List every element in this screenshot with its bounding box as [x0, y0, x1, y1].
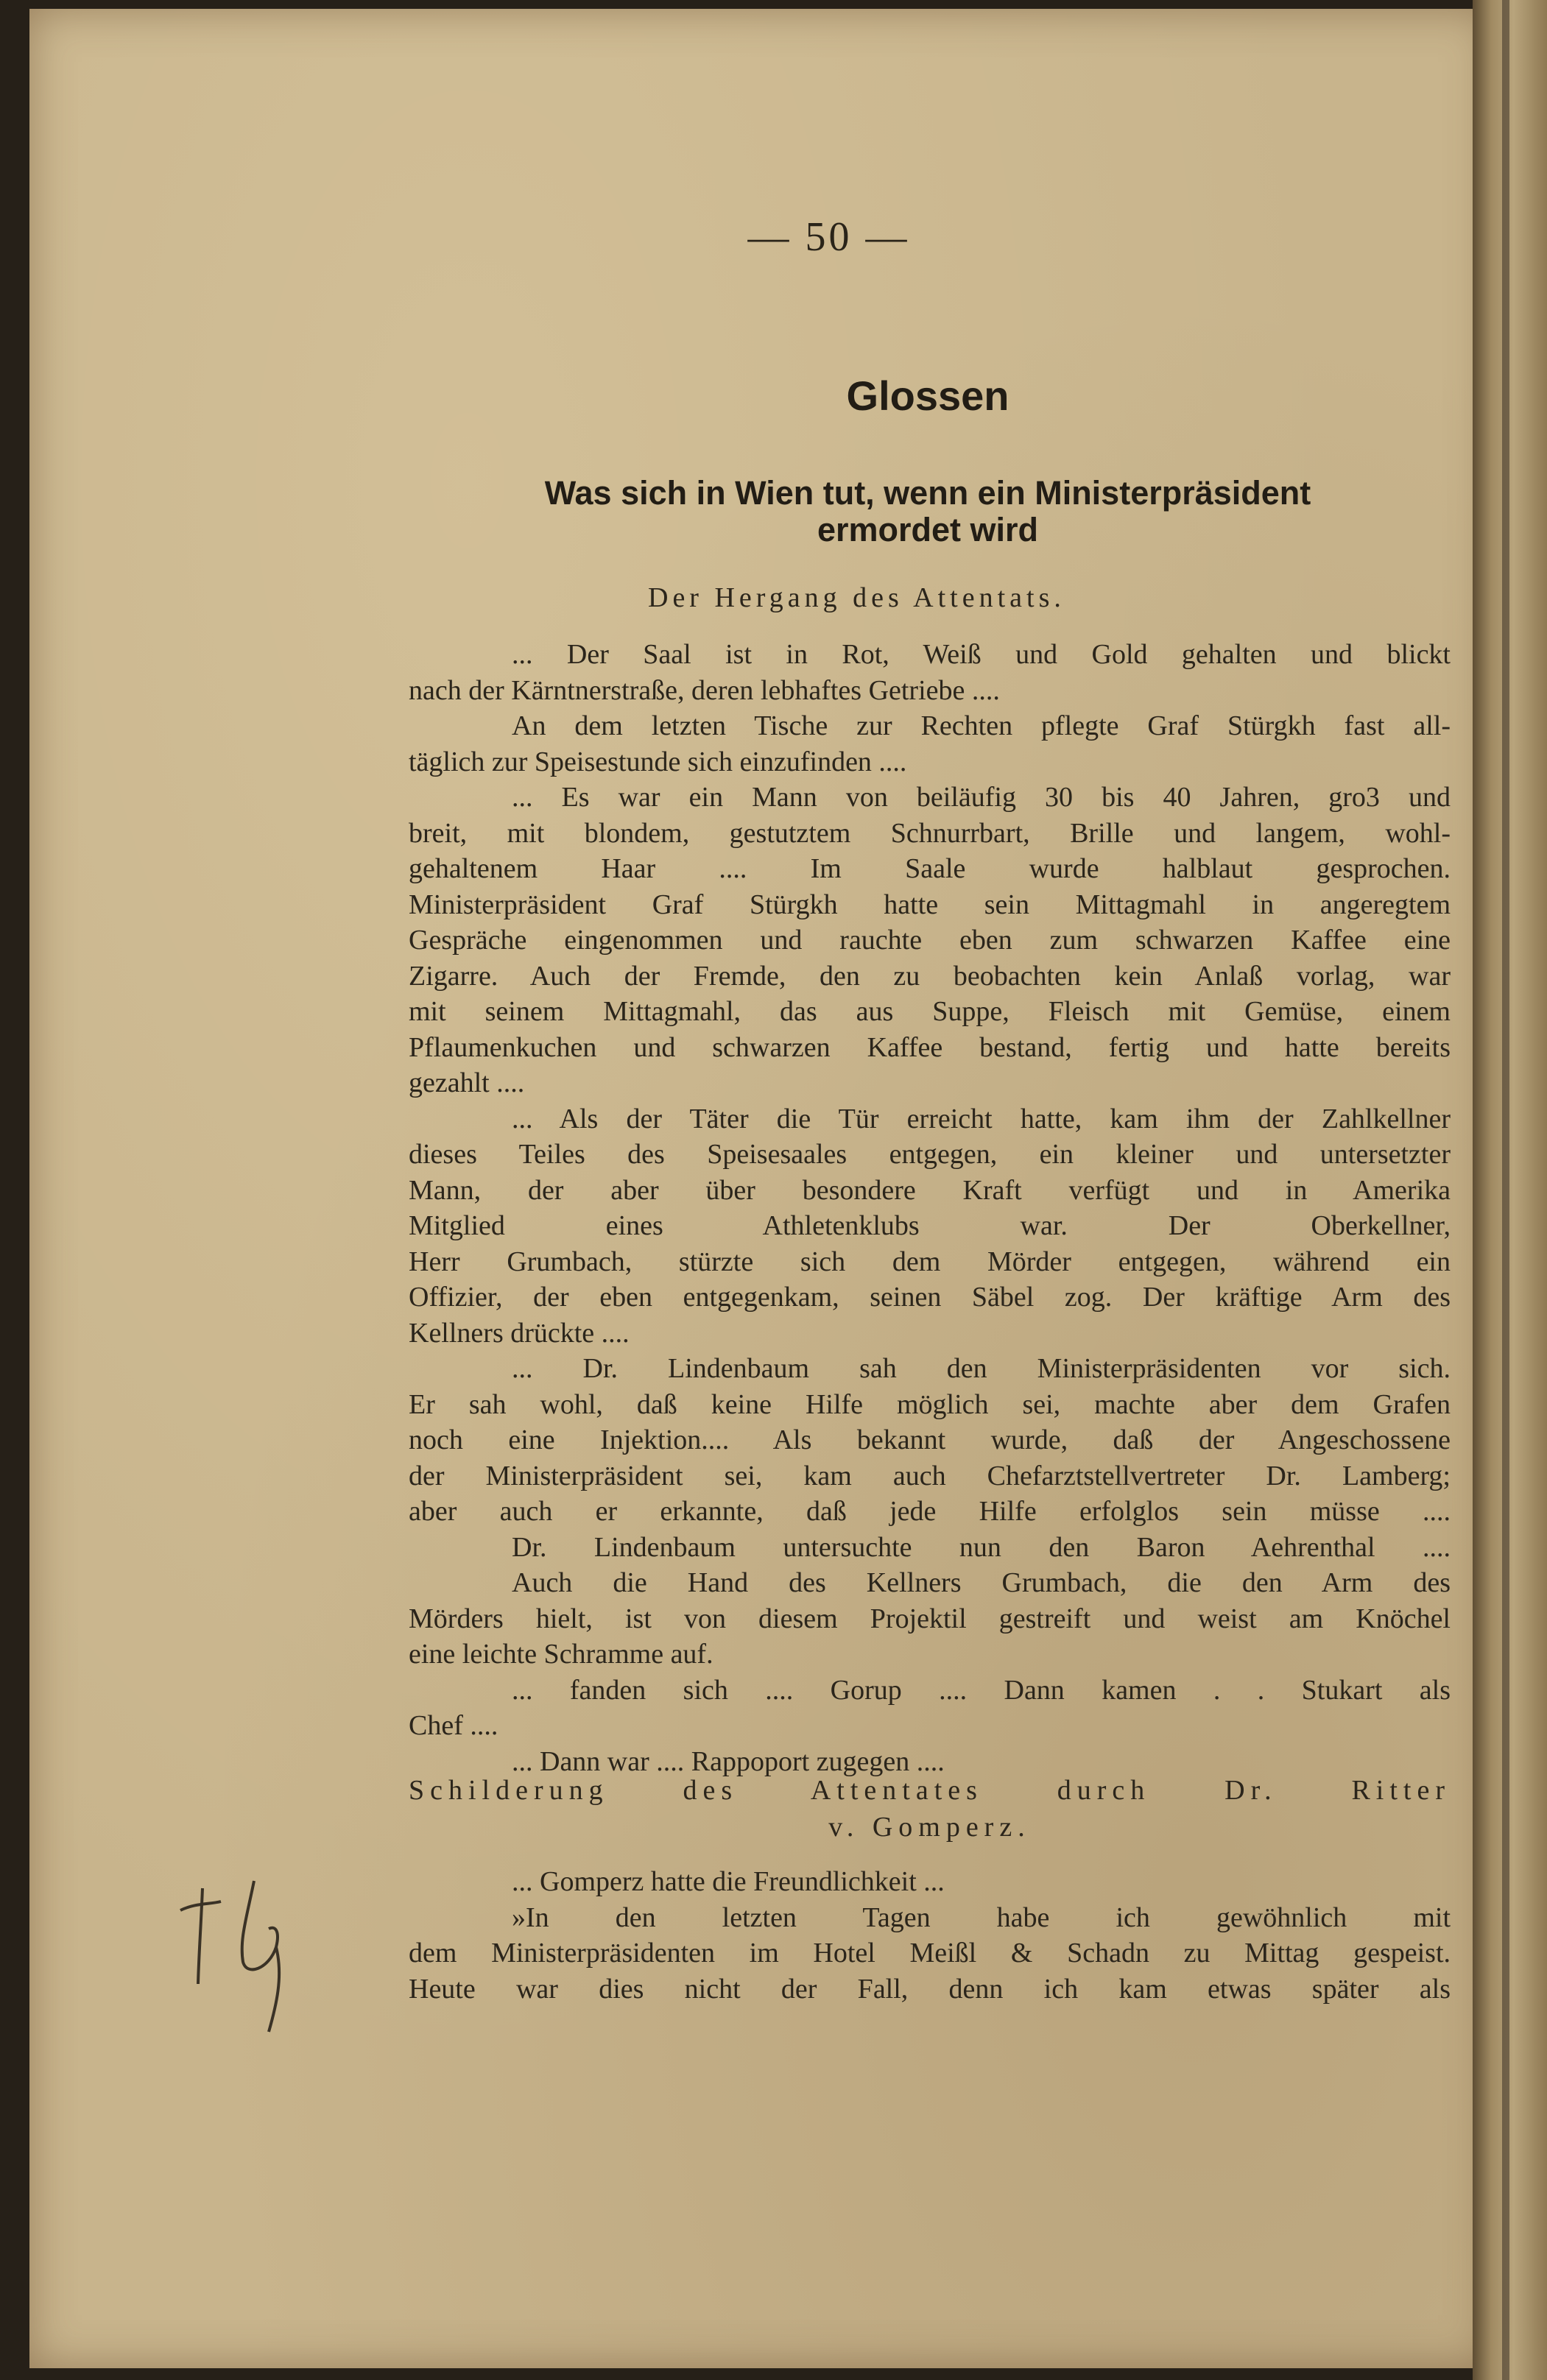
page-number: — 50 — — [747, 214, 910, 260]
text-line: gezahlt .... — [409, 1067, 525, 1098]
body-text-2 — [409, 1864, 1451, 2007]
text-line: noch eine Injektion.... Als bekannt wurde, daß der Angeschossene — [409, 1424, 1451, 1455]
text-line: Auch die Hand des Kellners Grumbach, die den Arm des — [512, 1567, 1451, 1598]
body-text — [409, 637, 1451, 1779]
section-heading-hergang: Der Hergang des Attentats. — [648, 582, 1065, 613]
text-line: Mörders hielt, ist von diesem Projektil gestreift und weist am Knöchel — [409, 1603, 1451, 1634]
text-line: Offizier, der eben entgegenkam, seinen Säbel zog. Der kräftige Arm des — [409, 1282, 1451, 1313]
text-line: gehaltenem Haar .... Im Saale wurde halblaut gesprochen. — [409, 853, 1451, 884]
text-line: dem Ministerpräsidenten im Hotel Meißl & Schadn zu Mittag gespeist. — [409, 1938, 1451, 1968]
text-line: ... Gomperz hatte die Freundlichkeit ... — [512, 1866, 945, 1897]
binding-edge — [1502, 0, 1509, 2380]
text-line: breit, mit blondem, gestutztem Schnurrbart, Brille und langem, wohl- — [409, 817, 1451, 849]
text-line: Zigarre. Auch der Fremde, den zu beobachten kein Anlaß vorlag, war — [409, 960, 1451, 992]
text-line: ... fanden sich .... Gorup .... Dann kamen . . Stukart als — [512, 1674, 1451, 1706]
text-line: täglich zur Speisestunde sich einzufinden .... — [409, 746, 907, 777]
text-line: Mann, der aber über besondere Kraft verfügt und in Amerika — [409, 1174, 1451, 1206]
text-line: Heute war dies nicht der Fall, denn ich kam etwas später als — [409, 1973, 1451, 2005]
text-line: ... Dann war .... Rappoport zugegen .... — [512, 1745, 945, 1777]
text-line: nach der Kärntnerstraße, deren lebhaftes Getriebe .... — [409, 674, 1000, 706]
text-line: der Ministerpräsident sei, kam auch Chefarztstellvertreter Dr. Lamberg; — [409, 1460, 1451, 1491]
text-line: Chef .... — [409, 1710, 498, 1741]
book-binding — [1473, 0, 1547, 2380]
subtitle-line-2: ermordet wird — [817, 511, 1039, 548]
text-line: ... Der Saal ist in Rot, Weiß und Gold gehalten und blickt — [512, 639, 1451, 670]
text-line: Dr. Lindenbaum untersuchte nun den Baron Aehrenthal .... — [512, 1531, 1451, 1563]
text-line: Gespräche eingenommen und rauchte eben zum schwarzen Kaffee eine — [409, 925, 1451, 956]
text-line: »In den letzten Tagen habe ich gewöhnlich mit — [512, 1901, 1451, 1933]
subtitle-line-1: Was sich in Wien tut, wenn ein Ministerpräsident — [544, 474, 1311, 512]
handwritten-mark — [166, 1859, 313, 2035]
text-line: ... Es war ein Mann von beiläufig 30 bis 40 Jahren, gro3 und — [512, 782, 1451, 813]
text-line: An dem letzten Tische zur Rechten pflegte Graf Stürgkh fast all- — [512, 710, 1451, 741]
text-line: Pflaumenkuchen und schwarzen Kaffee bestand, fertig und hatte bereits — [409, 1031, 1451, 1063]
text-line: aber auch er erkannte, daß jede Hilfe erfolglos sein müsse .... — [409, 1496, 1451, 1527]
section-heading-line-1: Schilderung des Attentates durch Dr. Ritter — [409, 1775, 1451, 1806]
text-line: ... Als der Täter die Tür erreicht hatte, kam ihm der Zahlkellner — [512, 1103, 1451, 1134]
text-line: eine leichte Schramme auf. — [409, 1639, 713, 1670]
text-line: Herr Grumbach, stürzte sich dem Mörder entgegen, während ein — [409, 1246, 1451, 1277]
text-line: Ministerpräsident Graf Stürgkh hatte sein Mittagmahl in angeregtem — [409, 889, 1451, 920]
text-line: dieses Teiles des Speisesaales entgegen, ein kleiner und untersetzter — [409, 1139, 1451, 1170]
text-line: Kellners drückte .... — [409, 1317, 630, 1349]
section-heading-schilderung — [409, 1774, 1451, 1848]
section-heading-line-2: v. Gomperz. — [828, 1812, 1031, 1843]
text-line: Er sah wohl, daß keine Hilfe möglich sei, machte aber dem Grafen — [409, 1388, 1451, 1420]
page-title: Glossen — [846, 372, 1009, 419]
text-line: ... Dr. Lindenbaum sah den Ministerpräsidenten vor sich. — [512, 1353, 1451, 1384]
article-subtitle — [409, 475, 1447, 548]
text-line: mit seinem Mittagmahl, das aus Suppe, Fleisch mit Gemüse, einem — [409, 996, 1451, 1027]
text-line: Mitglied eines Athletenklubs war. Der Oberkellner, — [409, 1210, 1451, 1241]
